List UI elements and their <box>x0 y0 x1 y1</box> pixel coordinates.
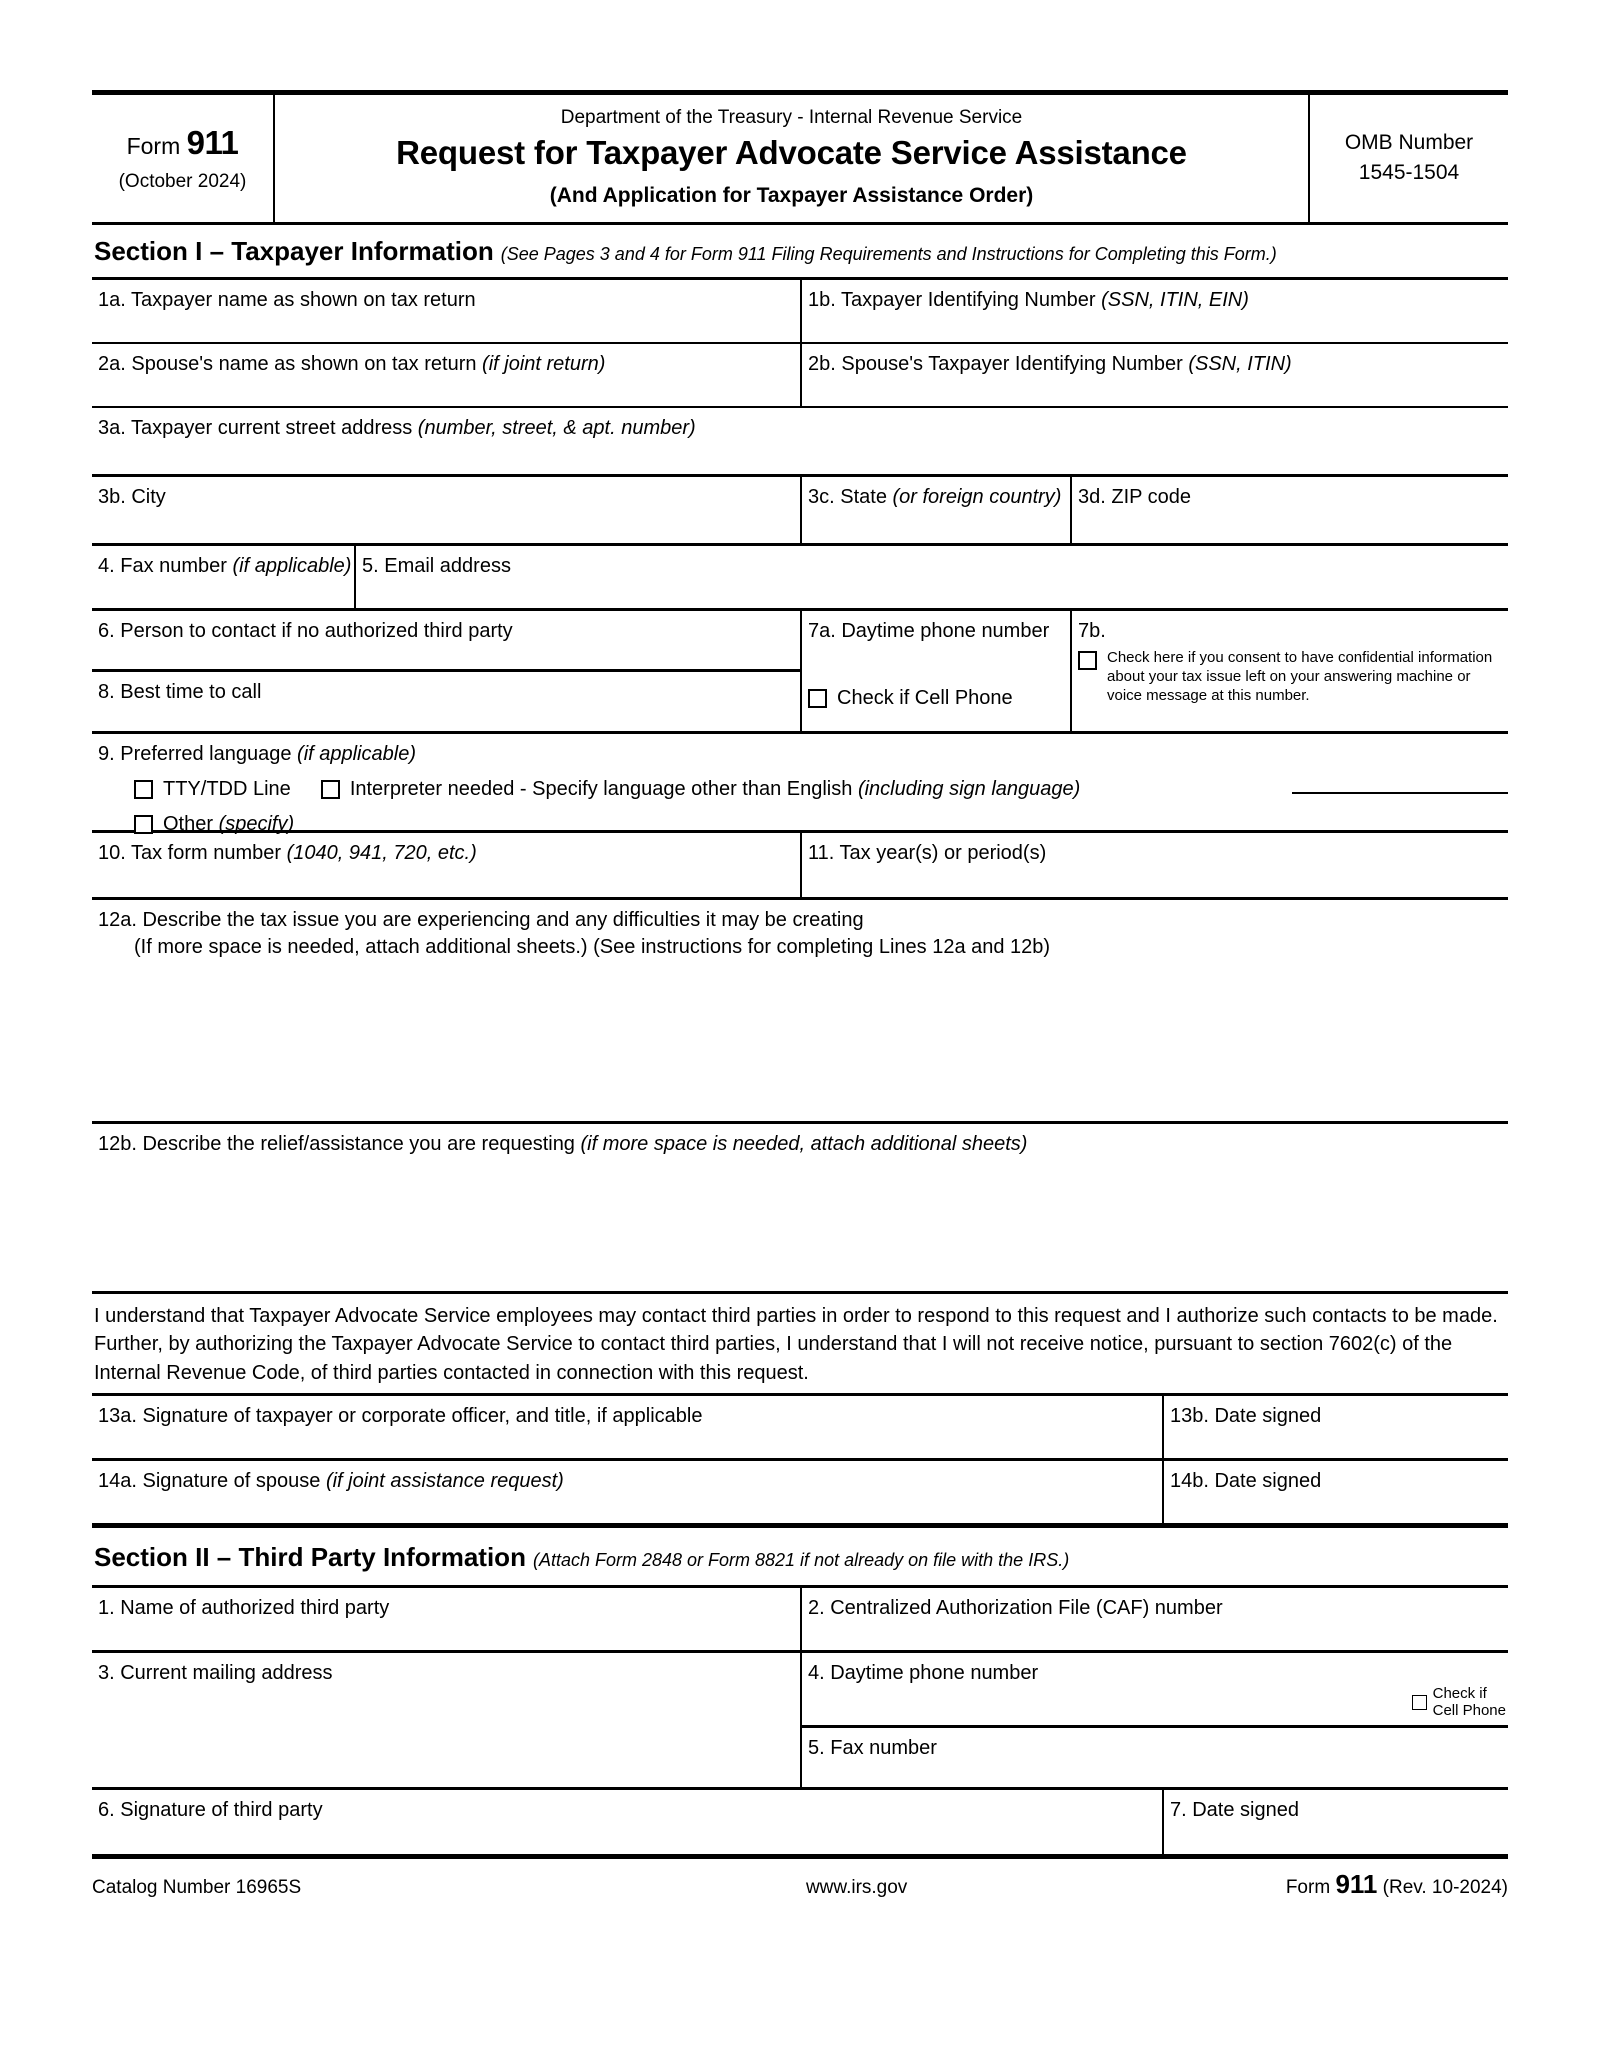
row-describe-tax-issue <box>92 897 1508 1121</box>
checkbox-icon-third-party-cell-phone[interactable] <box>1412 1695 1427 1710</box>
field-s2-2-label: 2. Centralized Authorization File (CAF) number <box>808 1597 1223 1620</box>
option-interpreter-label-italic: (including sign language) <box>857 777 1081 800</box>
cell-phone-label-line1: Check if <box>1432 1685 1487 1703</box>
field-13b-label: 13b. Date signed <box>1170 1405 1322 1428</box>
field-12b-label-main: 12b. Describe the relief/assistance you are requesting <box>98 1132 581 1155</box>
row-contact-phone-consent <box>92 608 1508 731</box>
field-s2-5-label: 5. Fax number <box>808 1737 937 1760</box>
field-8-label: 8. Best time to call <box>98 680 262 703</box>
row-third-party-name <box>92 1585 1508 1650</box>
section-1-banner <box>92 225 1508 277</box>
field-12a-label-line2: (If more space is needed, attach additional sheets.) (See instructions for completing Lines 12a and 12b) <box>134 935 1051 958</box>
field-7a-cell-phone-label: Check if Cell Phone <box>837 686 1013 709</box>
field-1b-label-italic: (SSN, ITIN, EIN) <box>1101 288 1249 311</box>
field-13a-label: 13a. Signature of taxpayer or corporate officer, and title, if applicable <box>98 1405 703 1428</box>
field-10-label <box>98 841 800 866</box>
omb-value: 1545-1504 <box>1358 161 1460 185</box>
attestation-text: I understand that Taxpayer Advocate Service employees may contact third parties in order to respond to this request and I authorize such contacts to be made. Further, by authorizing the Taxpayer Advocate Service to contact third parties, I understand that I will not receive notice, pursuant to section 7602(c) of the Internal Revenue Code, of third parties contacted in connection with this request. <box>94 1304 1498 1384</box>
field-12b-label <box>98 1132 1508 1157</box>
field-10-label-italic: (1040, 941, 720, etc.) <box>286 841 477 864</box>
field-9-label <box>98 742 1508 767</box>
row-preferred-language <box>92 731 1508 835</box>
field-4-label-italic: (if applicable) <box>232 554 352 577</box>
section-1-title: Section I – Taxpayer Information <box>94 235 494 266</box>
option-interpreter-label <box>350 777 1081 802</box>
field-2a[interactable] <box>92 344 800 406</box>
field-9-label-main: 9. Preferred language <box>98 742 298 765</box>
row-spouse-name <box>92 342 1508 406</box>
row-city-state-zip <box>92 474 1508 543</box>
form-number: 911 <box>186 124 239 162</box>
field-14b-label: 14b. Date signed <box>1170 1470 1322 1493</box>
form-number-block <box>92 95 275 222</box>
footer-form-identifier <box>1083 1869 1508 1900</box>
field-3d[interactable] <box>1070 477 1508 543</box>
field-2a-label-italic: (if joint return) <box>482 352 606 375</box>
form-sheet <box>92 90 1508 1900</box>
option-tty-tdd-label: TTY/TDD Line <box>163 777 291 800</box>
field-s2-6-label: 6. Signature of third party <box>98 1799 323 1822</box>
checkbox-icon-other-language[interactable] <box>134 815 153 834</box>
form-header <box>92 90 1508 225</box>
omb-label: OMB Number <box>1344 131 1474 155</box>
form-identifier <box>127 126 239 161</box>
form-footer <box>92 1854 1508 1900</box>
catalog-number: Catalog Number 16965S <box>92 1877 302 1899</box>
field-7b-consent-row[interactable] <box>1078 648 1508 706</box>
field-s2-4-label: 4. Daytime phone number <box>808 1662 1039 1685</box>
footer-form-number: 911 <box>1335 1869 1378 1900</box>
field-2a-label-main: 2a. Spouse's name as shown on tax return <box>98 352 483 375</box>
department-line: Department of the Treasury - Internal Revenue Service <box>560 107 1023 128</box>
language-specify-writein[interactable] <box>1292 791 1508 794</box>
row-street-address <box>92 406 1508 474</box>
field-9 <box>92 734 1508 835</box>
field-2a-label <box>98 352 800 377</box>
row-taxpayer-name <box>92 277 1508 342</box>
field-7b[interactable] <box>1070 611 1508 731</box>
field-2b-label <box>808 352 1508 377</box>
checkbox-icon-tty-tdd[interactable] <box>134 780 153 799</box>
omb-block <box>1308 95 1508 222</box>
form-title-block <box>275 95 1308 222</box>
field-3c[interactable] <box>800 477 1070 543</box>
option-interpreter-label-main: Interpreter needed - Specify language other than English <box>349 777 858 800</box>
field-s2-4[interactable] <box>802 1653 1508 1725</box>
field-3b[interactable] <box>92 477 800 543</box>
checkbox-icon-interpreter[interactable] <box>321 780 340 799</box>
field-9-label-italic: (if applicable) <box>297 742 416 765</box>
field-5-label: 5. Email address <box>362 554 511 577</box>
field-12a-label-line1: 12a. Describe the tax issue you are experiencing and any difficulties it may be creating <box>98 908 864 931</box>
field-1a-label: 1a. Taxpayer name as shown on tax return <box>98 288 476 311</box>
field-3a-label-italic: (number, street, & apt. number) <box>417 416 696 439</box>
field-13b[interactable] <box>1162 1396 1508 1458</box>
attestation-block <box>92 1291 1508 1393</box>
option-other-label-italic: (specify) <box>218 812 295 835</box>
field-s2-3[interactable] <box>92 1653 800 1787</box>
field-7b-number: 7b. <box>1078 619 1106 642</box>
field-3c-label-main: 3c. State <box>808 485 893 508</box>
field-s2-6[interactable] <box>92 1790 1162 1854</box>
field-7a-label: 7a. Daytime phone number <box>808 619 1050 642</box>
field-s2-7-label: 7. Date signed <box>1170 1799 1299 1822</box>
field-s2-3-label: 3. Current mailing address <box>98 1662 333 1685</box>
field-6-label: 6. Person to contact if no authorized third party <box>98 619 513 642</box>
option-other-label-main: Other <box>163 812 219 835</box>
row-fax-email <box>92 543 1508 608</box>
contact-left-stack <box>92 611 800 731</box>
field-10[interactable] <box>92 833 800 897</box>
field-3c-label-italic: (or foreign country) <box>892 485 1062 508</box>
row-tax-form-and-year <box>92 830 1508 897</box>
section-1-note: (See Pages 3 and 4 for Form 911 Filing Requirements and Instructions for Completing this Form.) <box>500 243 1277 264</box>
footer-form-revision: (Rev. 10-2024) <box>1382 1877 1508 1899</box>
field-7a-cell-phone-row[interactable] <box>808 686 1070 711</box>
irs-website[interactable]: www.irs.gov <box>805 1877 908 1899</box>
field-3c-label <box>808 485 1070 510</box>
field-3a-label-main: 3a. Taxpayer current street address <box>98 416 418 439</box>
field-s2-4-cell-phone-row[interactable] <box>1412 1685 1506 1720</box>
field-s2-2[interactable] <box>800 1588 1508 1650</box>
field-1b-label-main: 1b. Taxpayer Identifying Number <box>808 288 1102 311</box>
field-1b[interactable] <box>800 280 1508 342</box>
field-13a[interactable] <box>92 1396 1162 1458</box>
section-2-title: Section II – Third Party Information <box>94 1542 526 1573</box>
footer-form-word: Form <box>1285 1877 1331 1899</box>
field-14a-label-italic: (if joint assistance request) <box>325 1470 564 1493</box>
row-describe-relief <box>92 1121 1508 1291</box>
field-2b-label-italic: (SSN, ITIN) <box>1188 352 1292 375</box>
form-title: Request for Taxpayer Advocate Service Assistance <box>396 134 1187 171</box>
row-signature-taxpayer <box>92 1393 1508 1458</box>
field-3b-label: 3b. City <box>98 485 166 508</box>
section-2-note: (Attach Form 2848 or Form 8821 if not already on file with the IRS.) <box>532 1550 1070 1571</box>
field-1a[interactable] <box>92 280 800 342</box>
field-3a[interactable] <box>92 408 1508 474</box>
field-14a-label-main: 14a. Signature of spouse <box>98 1470 326 1493</box>
language-options-row-1 <box>98 777 1508 802</box>
field-7a[interactable] <box>800 611 1070 731</box>
checkbox-icon-cell-phone[interactable] <box>808 689 827 708</box>
field-7b-consent-label: Check here if you consent to have confidential information about your tax issue left on your answering machine or voice message at this number. <box>1107 648 1493 705</box>
field-3a-label <box>98 416 1508 441</box>
field-s2-1-label: 1. Name of authorized third party <box>98 1597 390 1620</box>
field-s2-7[interactable] <box>1162 1790 1508 1854</box>
field-1b-label <box>808 288 1508 313</box>
field-4-label <box>98 554 354 579</box>
section-2-banner <box>92 1523 1508 1585</box>
field-s2-1[interactable] <box>92 1588 800 1650</box>
field-12b[interactable] <box>92 1124 1508 1291</box>
field-11-label: 11. Tax year(s) or period(s) <box>808 841 1047 864</box>
field-6[interactable] <box>92 611 800 669</box>
field-11[interactable] <box>800 833 1508 897</box>
field-2b-label-main: 2b. Spouse's Taxpayer Identifying Number <box>808 352 1189 375</box>
field-4[interactable] <box>92 546 354 608</box>
cell-phone-label-line2: Cell Phone <box>1432 1702 1506 1720</box>
field-14a-label <box>98 1469 1162 1494</box>
field-5[interactable] <box>354 546 1508 608</box>
row-signature-spouse <box>92 1458 1508 1523</box>
field-4-label-main: 4. Fax number <box>98 554 233 577</box>
checkbox-icon-consent[interactable] <box>1078 651 1097 670</box>
form-subtitle: (And Application for Taxpayer Assistance Order) <box>549 183 1034 207</box>
third-party-phone-stack <box>800 1653 1508 1787</box>
row-third-party-signature <box>92 1787 1508 1854</box>
field-2b[interactable] <box>800 344 1508 406</box>
field-14a[interactable] <box>92 1461 1162 1523</box>
field-3d-label: 3d. ZIP code <box>1078 485 1192 508</box>
field-s2-4-cell-phone-label <box>1433 1685 1506 1720</box>
field-14b[interactable] <box>1162 1461 1508 1523</box>
form-word: Form <box>126 133 181 160</box>
field-8[interactable] <box>92 669 800 731</box>
form-revision-date: (October 2024) <box>118 170 247 192</box>
field-12a[interactable] <box>92 900 1508 1121</box>
field-12b-label-italic: (if more space is needed, attach additional sheets) <box>580 1132 1028 1155</box>
field-s2-5[interactable] <box>802 1725 1508 1785</box>
row-third-party-address-phone <box>92 1650 1508 1787</box>
field-10-label-main: 10. Tax form number <box>98 841 287 864</box>
